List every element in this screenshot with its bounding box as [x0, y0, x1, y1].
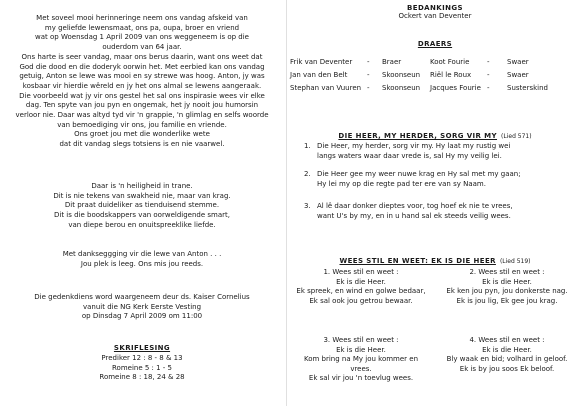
intro-line: Ons groet jou met die wonderlike wete: [74, 130, 210, 139]
verse-number: 1.: [304, 142, 311, 150]
scripture-section: [0, 344, 284, 383]
bearer-dash: -: [487, 58, 490, 66]
hymn2-heading: [290, 248, 580, 267]
verse-line: Wees stil en weet :: [478, 268, 545, 276]
bearers-section: [290, 40, 580, 48]
verse-line: vrees.: [350, 364, 372, 373]
verse-line: Ek spreek, en wind en golwe bedaar,: [296, 287, 426, 296]
service-line: op Dinsdag 7 April 2009 om 11:00: [81, 312, 203, 321]
verse-line: langs waters waar daar vrede is, sal Hy my veilig lei.: [317, 151, 502, 160]
scripture-line: Romeine 5 : 1 - 5: [111, 363, 173, 372]
verse-line: [290, 268, 432, 278]
thanks-name: Ockert van Deventer: [398, 12, 472, 20]
scripture-line: Prediker 12 : 8 - 8 & 13: [101, 354, 183, 362]
bearer-name: Frik van Deventer: [290, 58, 353, 66]
poem-line: Dit praat duideliker as tienduisend stemme.: [64, 201, 220, 210]
page-fold-divider: [286, 0, 287, 406]
service-line: vanuit die NG Kerk Eerste Vesting: [82, 302, 202, 311]
hymn2-title: WEES STIL EN WEET: EK IS DIE HEER: [339, 257, 496, 265]
bearer-dash: -: [487, 84, 490, 92]
bearer-name: Riël le Roux: [430, 71, 472, 79]
service-line: Die gedenkdiens word waargeneem deur ds. Kaiser Cornelius: [34, 293, 250, 301]
scripture-title: SKRIFLESING: [113, 344, 171, 352]
poem-text: [0, 182, 284, 231]
thanks-text: [0, 250, 284, 269]
intro-line: dag. Ten spyte van jou pyn en ongemak, het jy nooit jou humorsin: [25, 101, 259, 110]
verse-number: 1.: [323, 268, 331, 276]
verse-line: Ek is die Heer.: [336, 345, 386, 354]
poem-line: Dit is nie tekens van swakheid nie, maar van krag.: [53, 191, 231, 200]
poem-line: van diepe berou en onuitspreeklike liefde.: [68, 220, 216, 229]
bearer-relation: Swaer: [507, 71, 529, 79]
verse-number: 4.: [469, 336, 477, 344]
bearer-relation: Swaer: [507, 58, 529, 66]
verse-line: Die Heer, my herder, sorg vir my. Hy laat my rustig wei: [317, 142, 511, 150]
bearer-name: Koot Fourie: [430, 58, 470, 66]
hymn2-verse: [434, 336, 580, 374]
bearer-dash: -: [367, 71, 370, 79]
intro-line: kosbaar vir hierdie wêreld en jy het ons almal se lewens aangeraak.: [22, 81, 262, 90]
verse-text: [317, 142, 510, 161]
bearer-dash: -: [367, 84, 370, 92]
intro-line: verloor nie. Daar was altyd tyd vir 'n grappie, 'n glimlag en selfs woorde: [15, 111, 269, 120]
bearer-relation: Susterskind: [507, 84, 548, 92]
thanks-section: [290, 4, 580, 22]
verse-line: Wees stil en weet :: [478, 336, 545, 344]
scripture-line: Romeine 8 : 18, 24 & 28: [99, 373, 185, 382]
verse-text: [317, 202, 513, 221]
service-text: [0, 293, 284, 322]
verse-number: 2.: [304, 170, 311, 178]
bearer-relation: Skoonseun: [382, 71, 421, 79]
intro-text: [0, 14, 284, 150]
verse-number: 3.: [304, 202, 311, 210]
bearer-name: Jacques Fourie: [430, 84, 481, 92]
verse-line: [434, 268, 580, 278]
verse-line: Kom bring na My jou kommer en: [303, 355, 419, 364]
verse-line: Bly waak en bid; volhard in geloof.: [446, 355, 568, 364]
verse-line: [434, 336, 580, 346]
verse-line: Ek is die Heer.: [482, 345, 532, 354]
bearer-relation: Skoonseun: [382, 84, 421, 92]
thanks-line: Met dankseggging vir die lewe van Anton . . .: [62, 250, 222, 258]
hymn2-verse: [290, 268, 432, 306]
verse-line: Ek is jou lig, Ek gee jou krag.: [456, 296, 558, 305]
intro-line: van bemoediging vir ons, jou familie en vriende.: [57, 120, 227, 129]
poem-line: Daar is 'n heiligheid in trane.: [91, 182, 193, 190]
verse-line: [290, 336, 432, 346]
hymn1-title: DIE HEER, MY HERDER, SORG VIR MY: [338, 132, 498, 140]
thanks-title: BEDANKINGS: [407, 4, 463, 12]
verse-text: [317, 170, 521, 189]
intro-line: Met soveel mooi herinneringe neem ons vandag afskeid van: [36, 14, 248, 22]
intro-line: ouderdom van 64 jaar.: [102, 43, 182, 52]
verse-line: Ek ken jou pyn, jou donkerste nag.: [446, 287, 568, 296]
verse-line: Ek sal ook jou getrou bewaar.: [309, 296, 413, 305]
verse-number: 3.: [323, 336, 331, 344]
intro-line: God die dood en die doderyk oorwin het. Met eerbied kan ons vandag: [19, 62, 265, 71]
poem-line: Dit is die boodskappers van oorweldigende smart,: [54, 211, 230, 220]
bearer-dash: -: [367, 58, 370, 66]
verse-line: Ek is by jou soos Ek beloof.: [459, 364, 555, 373]
verse-line: Wees stil en weet :: [332, 336, 399, 344]
intro-line: my geliefde lewensmaat, ons pa, oupa, broer en vriend: [44, 23, 240, 32]
hymn2-verse: [434, 268, 580, 306]
verse-line: Hy lei my op die regte pad ter ere van sy Naam.: [317, 179, 486, 188]
bearers-title: DRAERS: [417, 40, 453, 48]
verse-number: 2.: [469, 268, 477, 276]
hymn2-verse: [290, 336, 432, 384]
verse-line: Wees stil en weet :: [332, 268, 399, 276]
bearer-relation: Braer: [382, 58, 402, 66]
verse-line: Ek sal vir jou 'n toevlug wees.: [308, 374, 414, 383]
verse-line: want U's by my, en in u hand sal ek steeds veilig wees.: [317, 211, 511, 220]
bearer-name: Stephan van Vuuren: [290, 84, 362, 92]
bearer-dash: -: [487, 71, 490, 79]
intro-line: Die voorbeeld wat jy vir ons gestel het sal ons inspirasie wees vir elke: [19, 91, 265, 100]
hymn1-ref: (Lied 571): [501, 133, 532, 140]
hymn1-heading: [290, 123, 580, 142]
bearer-name: Jan van den Belt: [290, 71, 348, 79]
verse-line: Al lê daar donker dieptes voor, tog hoef ek nie te vrees,: [317, 202, 513, 210]
intro-line: Ons harte is seer vandag, maar ons berus daarin, want ons weet dat: [21, 52, 263, 61]
thanks-line: Jou plek is leeg. Ons mis jou reeds.: [80, 259, 204, 268]
verse-line: Die Heer gee my weer nuwe krag en Hy sal met my gaan;: [317, 170, 521, 178]
intro-line: wat op Woensdag 1 April 2009 van ons weggeneem is op die: [35, 33, 249, 42]
intro-line: dat dit vandag slegs totsiens is en nie vaarwel.: [59, 140, 225, 149]
verse-line: Ek is die Heer.: [482, 277, 532, 286]
intro-line: getuig, Anton se lewe was mooi en sy strewe was hoog. Anton, jy was: [19, 72, 265, 81]
verse-line: Ek is die Heer.: [336, 277, 386, 286]
hymn2-ref: (Lied 519): [499, 258, 531, 265]
